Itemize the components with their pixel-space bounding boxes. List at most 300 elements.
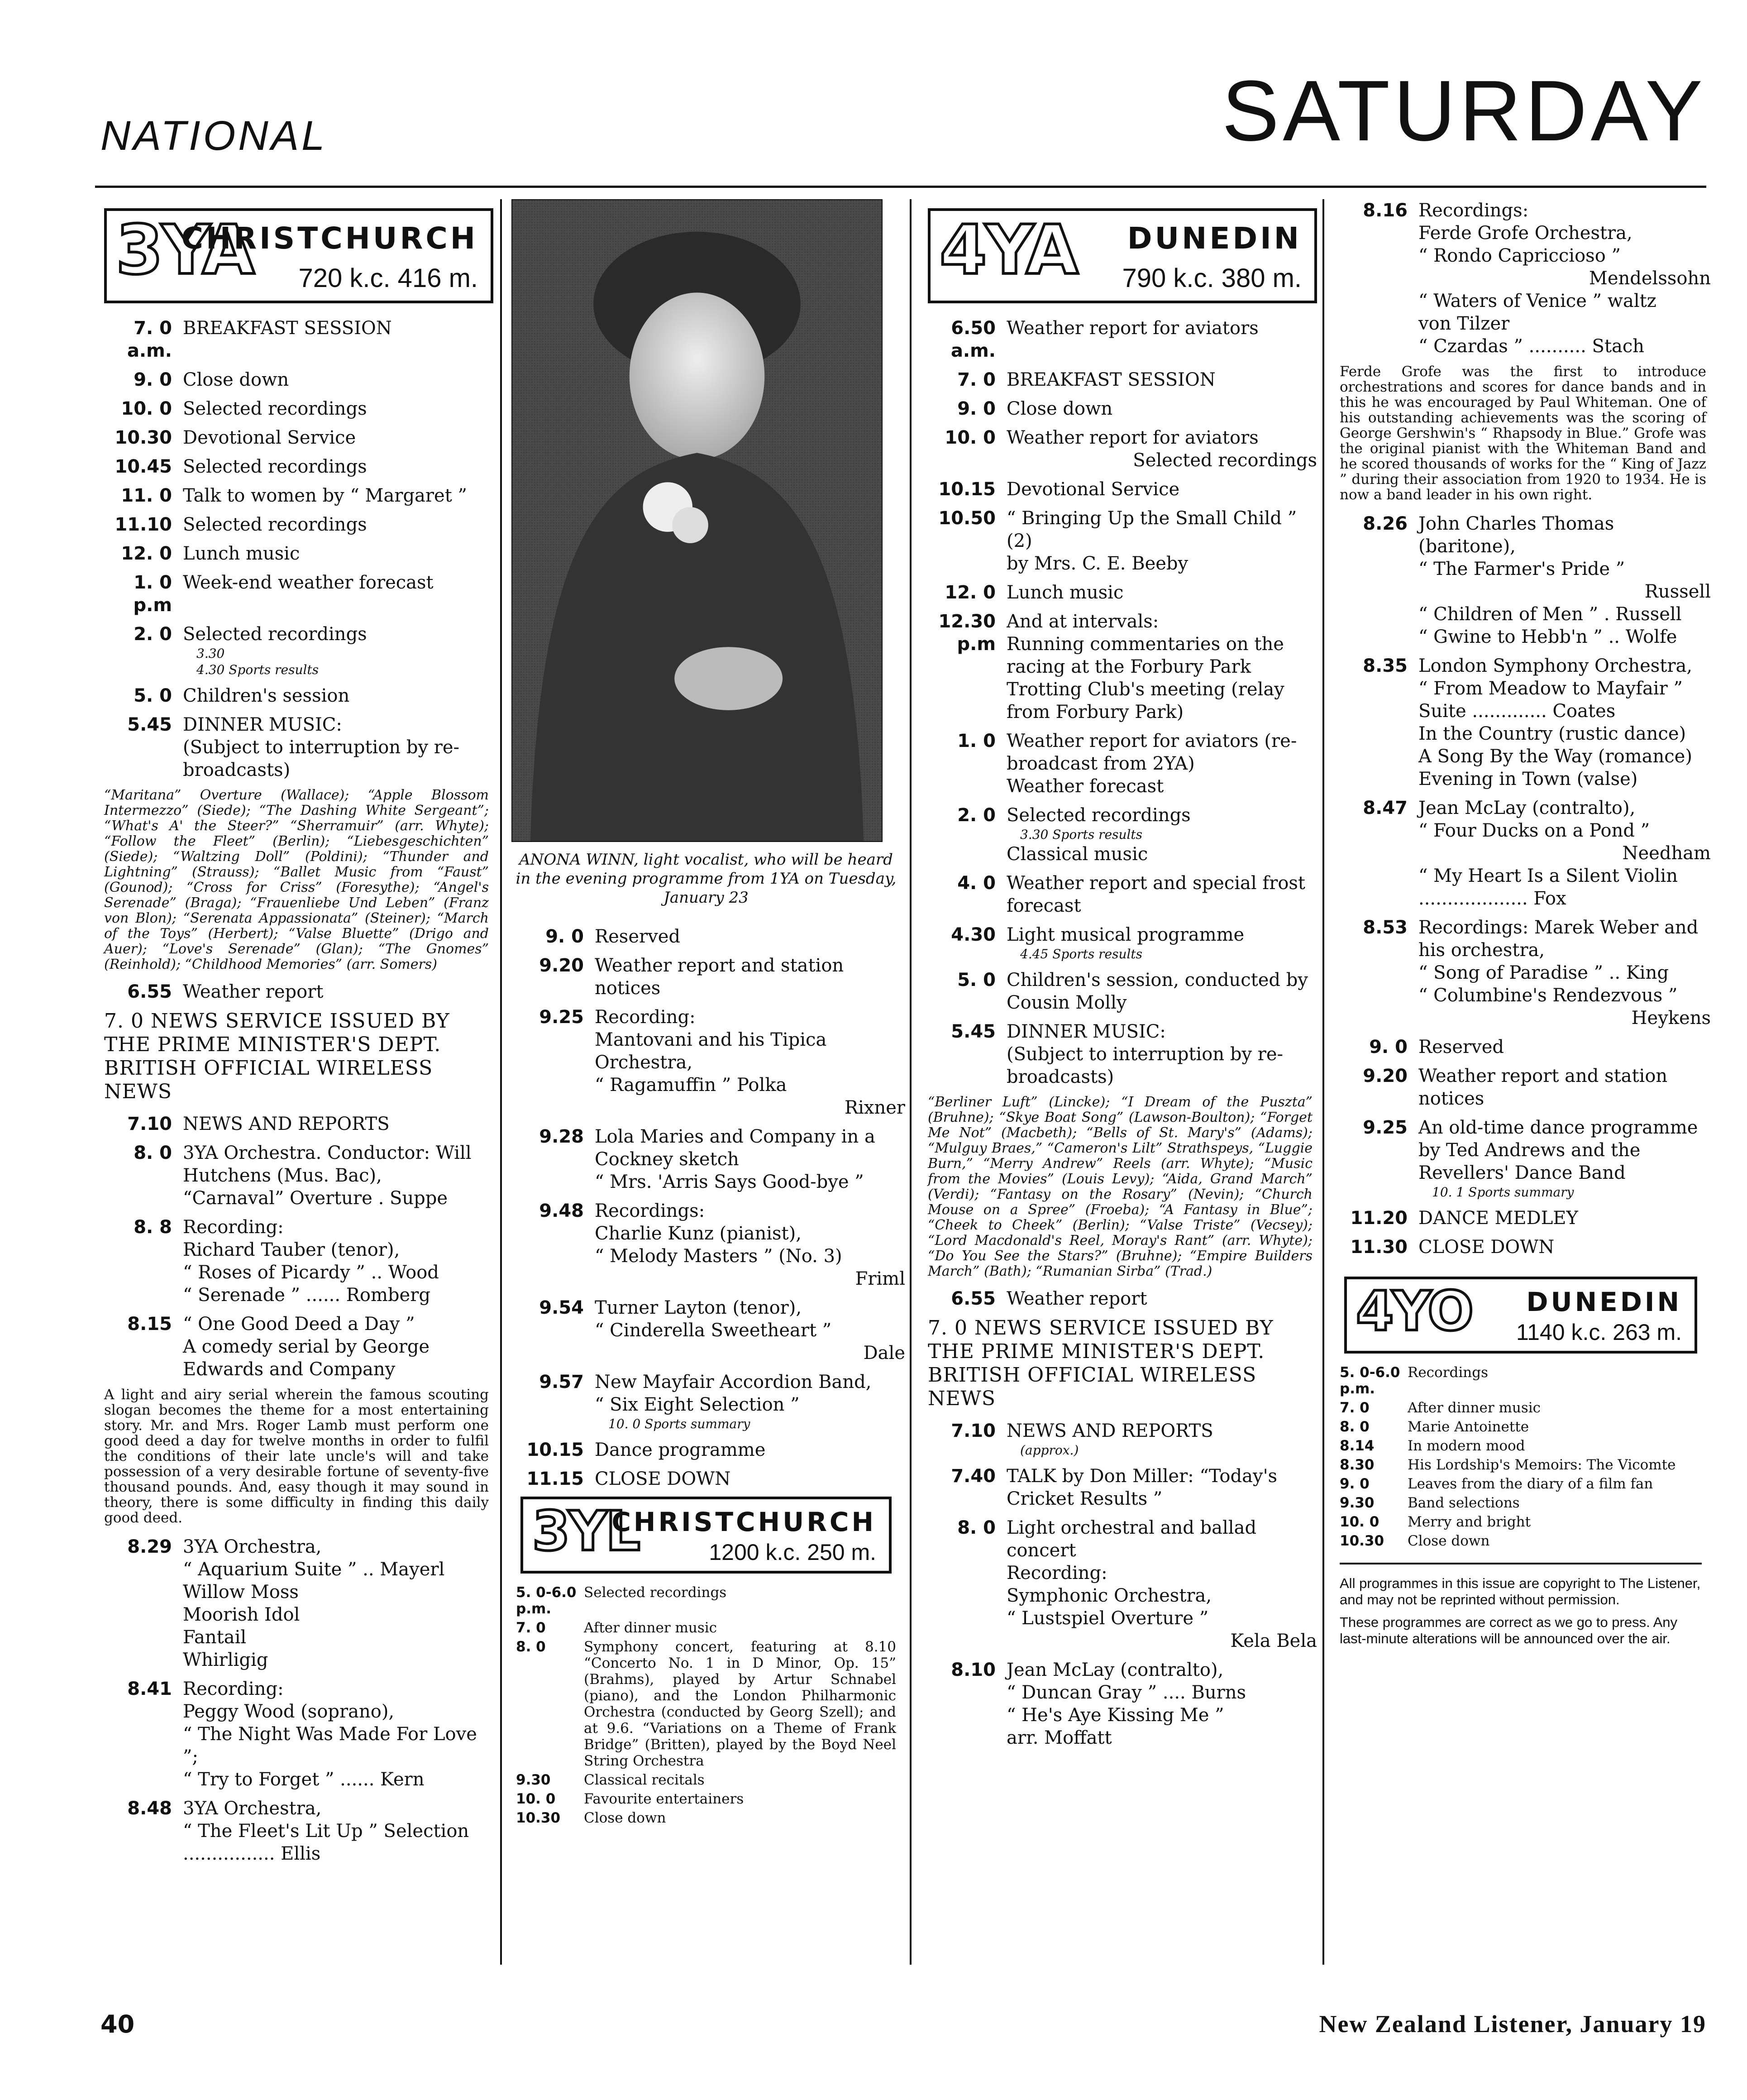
station-call: 4YA — [940, 211, 1077, 290]
station-city: DUNEDIN — [1127, 221, 1302, 256]
program-item — [919, 426, 1317, 472]
program-body — [1007, 478, 1317, 501]
schedule-row — [1340, 1514, 1702, 1530]
column-photo — [507, 199, 905, 1829]
schedule-row — [1340, 1476, 1702, 1492]
program-line: Weather report for aviators — [1007, 318, 1259, 339]
program-line: Week-end weather forecast — [183, 572, 434, 593]
program-body — [1007, 1659, 1317, 1749]
schedule-text: After dinner music — [584, 1620, 717, 1636]
program-time: 8.15 — [127, 1314, 172, 1335]
program-item — [95, 1142, 493, 1210]
grofe-blurb: Ferde Grofe was the first to introduce orchestrations and scores for dance bands and in this he was encouraged by Paul Whiteman. One of his outstanding achievements was the scoring of George Gershwin's “ Rhapsody in Blue.” Grofe was the original pianist with the Whiteman Band and he scored thousands of works for the “ King of Jazz ” during their association from 1920 to 1934. He is now a band leader in his own right. — [1340, 364, 1706, 503]
program-time: 10. 0 — [945, 427, 996, 448]
program-line: Mantovani and his Tipica Orchestra, — [595, 1029, 827, 1073]
program-item — [1331, 1207, 1711, 1229]
schedule-row — [1340, 1438, 1702, 1454]
program-line: “ Mrs. 'Arris Says Good-bye ” — [595, 1172, 864, 1192]
program-list — [95, 1113, 493, 1381]
program-item — [919, 397, 1317, 420]
program-body — [595, 1439, 905, 1461]
program-item — [95, 1216, 493, 1306]
program-body — [183, 317, 493, 362]
program-line: Light musical programme — [1007, 924, 1245, 945]
program-line: Lunch music — [1007, 582, 1124, 603]
program-item — [507, 1125, 905, 1193]
program-list — [95, 981, 493, 1003]
program-time: 9.25 — [1363, 1117, 1408, 1138]
program-body — [1007, 969, 1317, 1014]
program-item — [507, 1468, 905, 1490]
program-item — [1331, 1116, 1711, 1201]
program-list — [95, 317, 493, 781]
program-body — [1418, 199, 1711, 358]
program-time: 11.10 — [115, 514, 172, 535]
program-list — [507, 925, 905, 1490]
schedule-text: Recordings — [1408, 1364, 1489, 1381]
program-item — [95, 368, 493, 391]
program-line: Selected recordings — [1133, 450, 1317, 471]
program-line: “ Ragamuffin ” Polka — [595, 1075, 787, 1095]
program-line: Weather report — [183, 981, 324, 1002]
program-body — [1007, 581, 1317, 604]
program-line: A Song By the Way (romance) — [1418, 746, 1692, 767]
program-line: London Symphony Orchestra, — [1418, 655, 1693, 676]
schedule-time: 10.30 — [1340, 1533, 1384, 1549]
program-body — [183, 455, 493, 478]
program-line: “ The Fleet's Lit Up ” Selection ................ Ellis — [183, 1821, 469, 1864]
program-item — [507, 954, 905, 1000]
program-body — [183, 1142, 493, 1210]
program-time: 9.20 — [539, 955, 584, 976]
schedule-row — [516, 1584, 896, 1617]
station-call: 3YA — [116, 211, 253, 290]
program-body — [1418, 1036, 1711, 1058]
program-item — [1331, 199, 1711, 358]
program-line: “ Serenade ” ...... Romberg — [183, 1285, 430, 1306]
program-list — [919, 317, 1317, 1088]
program-line: John Charles Thomas (baritone), — [1418, 513, 1614, 557]
program-line: Running commentaries on the racing at the Forbury Park Trotting Club's meeting (relay from Forbury Park) — [1007, 634, 1284, 722]
program-time: 9. 0 — [545, 926, 584, 947]
program-line: Recordings: Marek Weber and his orchestra, — [1418, 917, 1699, 961]
program-body — [1007, 426, 1317, 472]
schedule-time: 9.30 — [1340, 1495, 1375, 1511]
program-body — [183, 1313, 493, 1381]
schedule-text: Close down — [584, 1810, 666, 1826]
program-line: “ Melody Masters ” (No. 3) — [595, 1246, 842, 1267]
program-line: Weather report and special frost forecast — [1007, 873, 1305, 916]
program-body — [1007, 1287, 1317, 1310]
program-body — [183, 623, 493, 678]
program-body — [1007, 368, 1317, 391]
program-time: 9. 0 — [957, 398, 996, 419]
program-line: Close down — [183, 369, 289, 390]
program-time: 10.45 — [115, 456, 172, 477]
program-time: 5.45 — [951, 1021, 996, 1042]
program-line: “ Columbine's Rendezvous ” — [1418, 985, 1678, 1006]
column-rule-2 — [910, 199, 912, 1965]
program-body — [1007, 507, 1317, 575]
program-item — [919, 1420, 1317, 1459]
program-subnote: 4.45 Sports results — [1020, 947, 1143, 962]
program-item — [95, 1678, 493, 1791]
program-line: “ Song of Paradise ” .. King — [1418, 962, 1669, 983]
program-time: 7. 0 — [957, 369, 996, 390]
program-item — [95, 571, 493, 617]
program-body — [1007, 923, 1317, 962]
program-item — [507, 1439, 905, 1461]
program-item — [1331, 1065, 1711, 1110]
dinner-music-note: “Maritana” Overture (Wallace); “Apple Blossom Intermezzo” (Siede); “The Dashing White Sergeant”; “What's A' the Steer?” “Sherramuir” (arr. Whyte); “Follow the Fleet” (Berlin); “Liebesgeschichten” (Siede); “Waltzing Doll” (Poldini); “Thunder and Lightning” (Strauss); “Ballet Music from “Faust” (Gounod); “Cross for Criss” (Foresythe); “Angel's Serenade” (Braga); “Frauenliebe Und Leben” (Franz von Blon); “Serenata Appassionata” (Steiner); “March of the Toys” (Herbert); “Valse Bluette” (Drigo and Auer); “Love's Serenade” (Glan); “The Gnomes” (Reinhold); “Childhood Memories” (arr. Somers) — [104, 787, 489, 972]
program-time: 8.53 — [1363, 917, 1408, 938]
program-body — [595, 1296, 905, 1364]
program-line: CLOSE DOWN — [595, 1469, 731, 1489]
program-body — [1007, 730, 1317, 798]
program-body — [1418, 1207, 1711, 1229]
program-item — [919, 1659, 1317, 1749]
program-line: Willow Moss — [183, 1582, 299, 1603]
program-line: Selected recordings — [1007, 805, 1191, 826]
station-logo-3yl — [520, 1497, 892, 1574]
program-line: In the Country (rustic dance) — [1418, 723, 1686, 744]
program-line: NEWS AND REPORTS — [1007, 1421, 1213, 1441]
schedule-text: Leaves from the diary of a film fan — [1408, 1476, 1653, 1492]
program-body — [183, 426, 493, 449]
program-line: Light orchestral and ballad concert — [1007, 1517, 1257, 1561]
program-line: von Tilzer — [1418, 313, 1510, 334]
program-line: DINNER MUSIC: — [1007, 1021, 1166, 1042]
program-body — [1007, 397, 1317, 420]
program-line: Selected recordings — [183, 514, 367, 535]
program-time: 8. 0 — [134, 1143, 172, 1163]
program-item — [95, 542, 493, 565]
program-item — [1331, 916, 1711, 1029]
program-line: “ Aquarium Suite ” .. Mayerl — [183, 1559, 445, 1580]
program-line: Recording: — [183, 1217, 284, 1238]
program-body — [1418, 655, 1711, 790]
page-number: 40 — [100, 2010, 135, 2038]
program-subnote: 3.30 Sports results — [1020, 827, 1143, 842]
program-time: 11. 0 — [121, 485, 172, 506]
program-line: Dance programme — [595, 1440, 766, 1460]
program-line: “ Four Ducks on a Pond ” — [1418, 820, 1650, 841]
schedule-text: Selected recordings — [584, 1584, 727, 1601]
program-body — [1007, 1420, 1317, 1459]
program-line: “ Six Eight Selection ” — [595, 1394, 800, 1415]
program-line: Symphonic Orchestra, — [1007, 1585, 1212, 1606]
program-line: Devotional Service — [183, 427, 356, 448]
program-item — [919, 923, 1317, 962]
program-line: Kela Bela — [1230, 1631, 1317, 1651]
program-body — [183, 542, 493, 565]
program-item — [95, 1797, 493, 1865]
program-time: 8. 8 — [134, 1217, 172, 1238]
program-subnote: 4.30 Sports results — [196, 662, 319, 677]
program-line: (Subject to interruption by re-broadcasts) — [183, 737, 460, 780]
program-time: 11.20 — [1350, 1208, 1408, 1229]
program-time: 8.35 — [1363, 655, 1408, 676]
program-time: 6.55 — [127, 981, 172, 1002]
program-body — [183, 397, 493, 420]
station-call: 4YO — [1356, 1280, 1472, 1343]
schedule-list — [516, 1584, 896, 1826]
program-item — [919, 872, 1317, 917]
schedule-text: Classical recitals — [584, 1772, 705, 1788]
program-line: TALK by Don Miller: “Today's Cricket Results ” — [1007, 1466, 1278, 1509]
schedule-time: 5. 0-6.0 p.m. — [1340, 1364, 1400, 1397]
program-body — [183, 513, 493, 536]
schedule-time: 5. 0-6.0 p.m. — [516, 1584, 577, 1617]
program-line: NEWS AND REPORTS — [183, 1114, 390, 1134]
schedule-text: Close down — [1408, 1533, 1490, 1549]
program-line: Children's session, conducted by Cousin Molly — [1007, 970, 1308, 1013]
program-item — [95, 513, 493, 536]
program-body — [1007, 610, 1317, 723]
program-item — [95, 1536, 493, 1671]
program-item — [507, 925, 905, 948]
program-line: Selected recordings — [183, 456, 367, 477]
program-line: Talk to women by “ Margaret ” — [183, 485, 467, 506]
program-list — [1331, 512, 1711, 1258]
program-time: 6.50 a.m. — [950, 318, 996, 361]
program-time: 12.30 p.m — [938, 611, 996, 655]
program-time: 11.30 — [1350, 1237, 1408, 1258]
station-city: DUNEDIN — [1526, 1287, 1682, 1317]
program-time: 8.47 — [1363, 798, 1408, 818]
schedule-time: 7. 0 — [1340, 1400, 1370, 1416]
program-body — [183, 484, 493, 507]
program-time: 9. 0 — [1369, 1037, 1408, 1057]
program-line: Fantail — [183, 1627, 247, 1648]
schedule-list — [1340, 1364, 1702, 1549]
schedule-row — [1340, 1457, 1702, 1473]
program-body — [595, 1468, 905, 1490]
program-time: 10.15 — [526, 1440, 584, 1460]
schedule-row — [516, 1620, 896, 1636]
section-title: NATIONAL — [100, 113, 328, 159]
program-time: 8.29 — [127, 1536, 172, 1557]
program-item — [919, 507, 1317, 575]
program-body — [183, 1536, 493, 1671]
schedule-row — [516, 1810, 896, 1826]
program-line: Rixner — [844, 1097, 905, 1118]
program-line: “ Gwine to Hebb'n ” .. Wolfe — [1418, 627, 1677, 647]
schedule-row — [516, 1772, 896, 1788]
schedule-text: After dinner music — [1408, 1400, 1541, 1416]
publication-footer: New Zealand Listener, January 19 — [1319, 2010, 1706, 2038]
program-line: Moorish Idol — [183, 1604, 300, 1625]
program-item — [919, 1465, 1317, 1510]
program-item — [1331, 512, 1711, 648]
program-body — [595, 925, 905, 948]
column-rule-3 — [1322, 199, 1324, 1965]
column-3ya — [95, 199, 493, 1871]
program-body — [183, 571, 493, 617]
program-line: Jean McLay (contralto), — [1007, 1660, 1224, 1680]
dinner-music-note: “Berliner Luft” (Lincke); “I Dream of the Puszta” (Bruhne); “Skye Boat Song” (Lawson-Boulton); “Forget Me Not” (Macbeth); “Bells of St. Mary's” (Adams); “Mulguy Braes,” “Cameron's Lilt” Strathspeys, “Luggie Burn,” “Merry Andrew” Reels (arr. Whyte); “Music from the Movies” (Louis Levy); “Aida, Grand March” (Verdi); “Fantasy on the Rosary” (Nevin); “Church Mouse on a Spree” (Froeba); “A Fantasy in Blue”; “Cheek to Cheek” (Berlin); “Valse Triste” (Vecsey); “Lord Macdonald's Reel, Moray's Rant” (arr. Whyte); “Do You See the Stars?” (Bruhne); “Empire Builders March” (Bath); “Rumanian Sirba” (Trad.) — [928, 1094, 1313, 1279]
program-item — [507, 1296, 905, 1364]
schedule-row — [1340, 1495, 1702, 1511]
program-item — [919, 368, 1317, 391]
program-body — [1007, 1020, 1317, 1088]
program-line: “ The Farmer's Pride ” — [1418, 559, 1625, 579]
program-line: Selected recordings — [183, 398, 367, 419]
program-line: Classical music — [1007, 844, 1148, 865]
program-item — [95, 317, 493, 362]
program-line: Reserved — [1418, 1037, 1504, 1057]
program-time: 8. 0 — [957, 1517, 996, 1538]
program-line: Recordings: — [1418, 200, 1529, 221]
program-line: A comedy serial by George Edwards and Company — [183, 1336, 430, 1380]
program-line: Evening in Town (valse) — [1418, 769, 1638, 789]
station-frequency: 790 k.c. 380 m. — [1122, 263, 1302, 293]
program-line: “ My Heart Is a Silent Violin ................... Fox — [1418, 866, 1678, 909]
program-time: 10.30 — [115, 427, 172, 448]
schedule-time: 8.14 — [1340, 1438, 1375, 1454]
program-item — [95, 684, 493, 707]
program-subnote: 10. 1 Sports summary — [1432, 1185, 1574, 1200]
schedule-text: Merry and bright — [1408, 1514, 1531, 1530]
program-line: Weather forecast — [1007, 776, 1164, 797]
program-subnote: 10. 0 Sports summary — [608, 1416, 750, 1431]
alterations-notice: These programmes are correct as we go to press. Any last-minute alterations will be announced over the air. — [1340, 1614, 1678, 1646]
program-body — [1418, 1116, 1711, 1201]
program-line: Russell — [1644, 581, 1711, 602]
program-list — [919, 1420, 1317, 1749]
column-4ya — [919, 199, 1317, 1756]
program-time: 2. 0 — [134, 624, 172, 645]
program-line: Weather report for aviators (re-broadcast from 2YA) — [1007, 731, 1297, 774]
station-frequency: 1140 k.c. 263 m. — [1516, 1320, 1682, 1345]
news-service: 7. 0 NEWS SERVICE ISSUED BY THE PRIME MINISTER'S DEPT. BRITISH OFFICIAL WIRELESS NEWS — [104, 1009, 450, 1103]
program-item — [1331, 655, 1711, 790]
schedule-time: 9. 0 — [1340, 1476, 1370, 1492]
schedule-text: His Lordship's Memoirs: The Vicomte — [1408, 1457, 1676, 1473]
program-line: BREAKFAST SESSION — [183, 318, 392, 339]
program-line: Ferde Grofe Orchestra, — [1418, 223, 1632, 244]
serial-blurb: A light and airy serial wherein the famous scouting slogan becomes the theme for a most entertaining story. Mr. and Mrs. Roger Lamb must perform one good deed a day for twelve months in order to fulfil the conditions of their late uncle's will and take possession of a very desirable fortune of seventy-five thousand pounds. And, easy though it may sound in theory, there is some difficulty in finding this daily good deed. — [104, 1387, 489, 1526]
program-body — [595, 1006, 905, 1119]
program-body — [183, 1216, 493, 1306]
program-time: 9.54 — [539, 1297, 584, 1318]
program-item — [507, 1200, 905, 1290]
program-body — [183, 1797, 493, 1865]
program-item — [919, 1516, 1317, 1652]
program-line: “ One Good Deed a Day ” — [183, 1314, 415, 1335]
program-time: 8.48 — [127, 1798, 172, 1819]
program-line: (Subject to interruption by re-broadcasts) — [1007, 1044, 1284, 1087]
program-time: 9.57 — [539, 1372, 584, 1392]
program-time: 8.16 — [1363, 200, 1408, 221]
program-time: 9.25 — [539, 1007, 584, 1028]
program-line: “ Roses of Picardy ” .. Wood — [183, 1262, 439, 1283]
program-item — [919, 610, 1317, 723]
program-line: Weather report and station notices — [1418, 1066, 1668, 1109]
program-line: Recordings: — [595, 1201, 705, 1221]
program-item — [95, 455, 493, 478]
program-time: 8.10 — [951, 1660, 996, 1680]
program-line: Friml — [855, 1268, 905, 1289]
program-line: “ Czardas ” .......... Stach — [1418, 336, 1645, 357]
program-body — [1418, 1236, 1711, 1258]
program-list — [919, 1287, 1317, 1310]
column-4ya-late — [1331, 199, 1711, 1653]
program-item — [95, 981, 493, 1003]
program-time: 4. 0 — [957, 873, 996, 894]
program-line: arr. Moffatt — [1007, 1727, 1112, 1748]
program-time: 11.15 — [526, 1469, 584, 1489]
program-line: Selected recordings — [183, 624, 367, 645]
program-item — [919, 317, 1317, 362]
program-time: 5. 0 — [134, 685, 172, 706]
station-logo-4ya — [928, 208, 1317, 303]
program-body — [1007, 317, 1317, 362]
photo-caption: ANONA WINN, light vocalist, who will be heard in the evening programme from 1YA on Tuesday, January 23 — [516, 851, 897, 907]
program-item — [919, 581, 1317, 604]
schedule-text: In modern mood — [1408, 1438, 1525, 1454]
program-item — [95, 1313, 493, 1381]
schedule-time: 7. 0 — [516, 1620, 546, 1636]
program-line: Recording: — [1007, 1563, 1107, 1583]
program-item — [1331, 1236, 1711, 1258]
schedule-time: 10. 0 — [1340, 1514, 1379, 1530]
program-time: 7.10 — [951, 1421, 996, 1441]
program-line: Weather report and station notices — [595, 955, 844, 999]
program-line: Mendelssohn — [1589, 268, 1711, 289]
program-time: 1. 0 — [957, 731, 996, 751]
program-body — [595, 1200, 905, 1290]
schedule-row — [516, 1791, 896, 1807]
program-time: 9.20 — [1363, 1066, 1408, 1086]
program-line: “ From Meadow to Mayfair ” Suite ............. Coates — [1418, 678, 1683, 722]
program-line: “ The Night Was Made For Love ”; — [183, 1724, 477, 1767]
program-line: “ Duncan Gray ” .... Burns — [1007, 1682, 1246, 1703]
program-item — [95, 713, 493, 781]
program-time: 12. 0 — [121, 543, 172, 564]
program-line: Turner Layton (tenor), — [595, 1297, 802, 1318]
schedule-row — [1340, 1419, 1702, 1435]
station-city: CHRISTCHURCH — [181, 221, 478, 256]
header-rule — [95, 186, 1706, 188]
program-time: 7. 0 a.m. — [127, 318, 172, 361]
program-time: 10.15 — [938, 479, 996, 500]
program-time: 4.30 — [951, 924, 996, 945]
station-call: 3YL — [532, 1500, 639, 1563]
program-item — [919, 1020, 1317, 1088]
program-time: 8.26 — [1363, 513, 1408, 534]
schedule-row — [1340, 1533, 1702, 1549]
program-line: “ Lustspiel Overture ” — [1007, 1608, 1209, 1629]
program-line: Dale — [863, 1343, 905, 1363]
program-line: Weather report for aviators — [1007, 427, 1259, 448]
station-city: CHRISTCHURCH — [611, 1507, 876, 1537]
notice-rule — [1340, 1563, 1702, 1564]
program-time: 7.40 — [951, 1466, 996, 1487]
program-line: “ Try to Forget ” ...... Kern — [183, 1769, 425, 1790]
program-line: “ He's Aye Kissing Me ” — [1007, 1705, 1224, 1726]
program-line: “Carnaval” Overture . Suppe — [183, 1188, 448, 1209]
program-body — [1007, 1516, 1317, 1652]
program-time: 12. 0 — [945, 582, 996, 603]
program-item — [95, 484, 493, 507]
program-time: 2. 0 — [957, 805, 996, 826]
schedule-time: 10.30 — [516, 1810, 561, 1826]
program-line: Jean McLay (contralto), — [1418, 798, 1636, 818]
program-item — [507, 1006, 905, 1119]
program-item — [95, 426, 493, 449]
program-line: Recording: — [595, 1007, 696, 1028]
